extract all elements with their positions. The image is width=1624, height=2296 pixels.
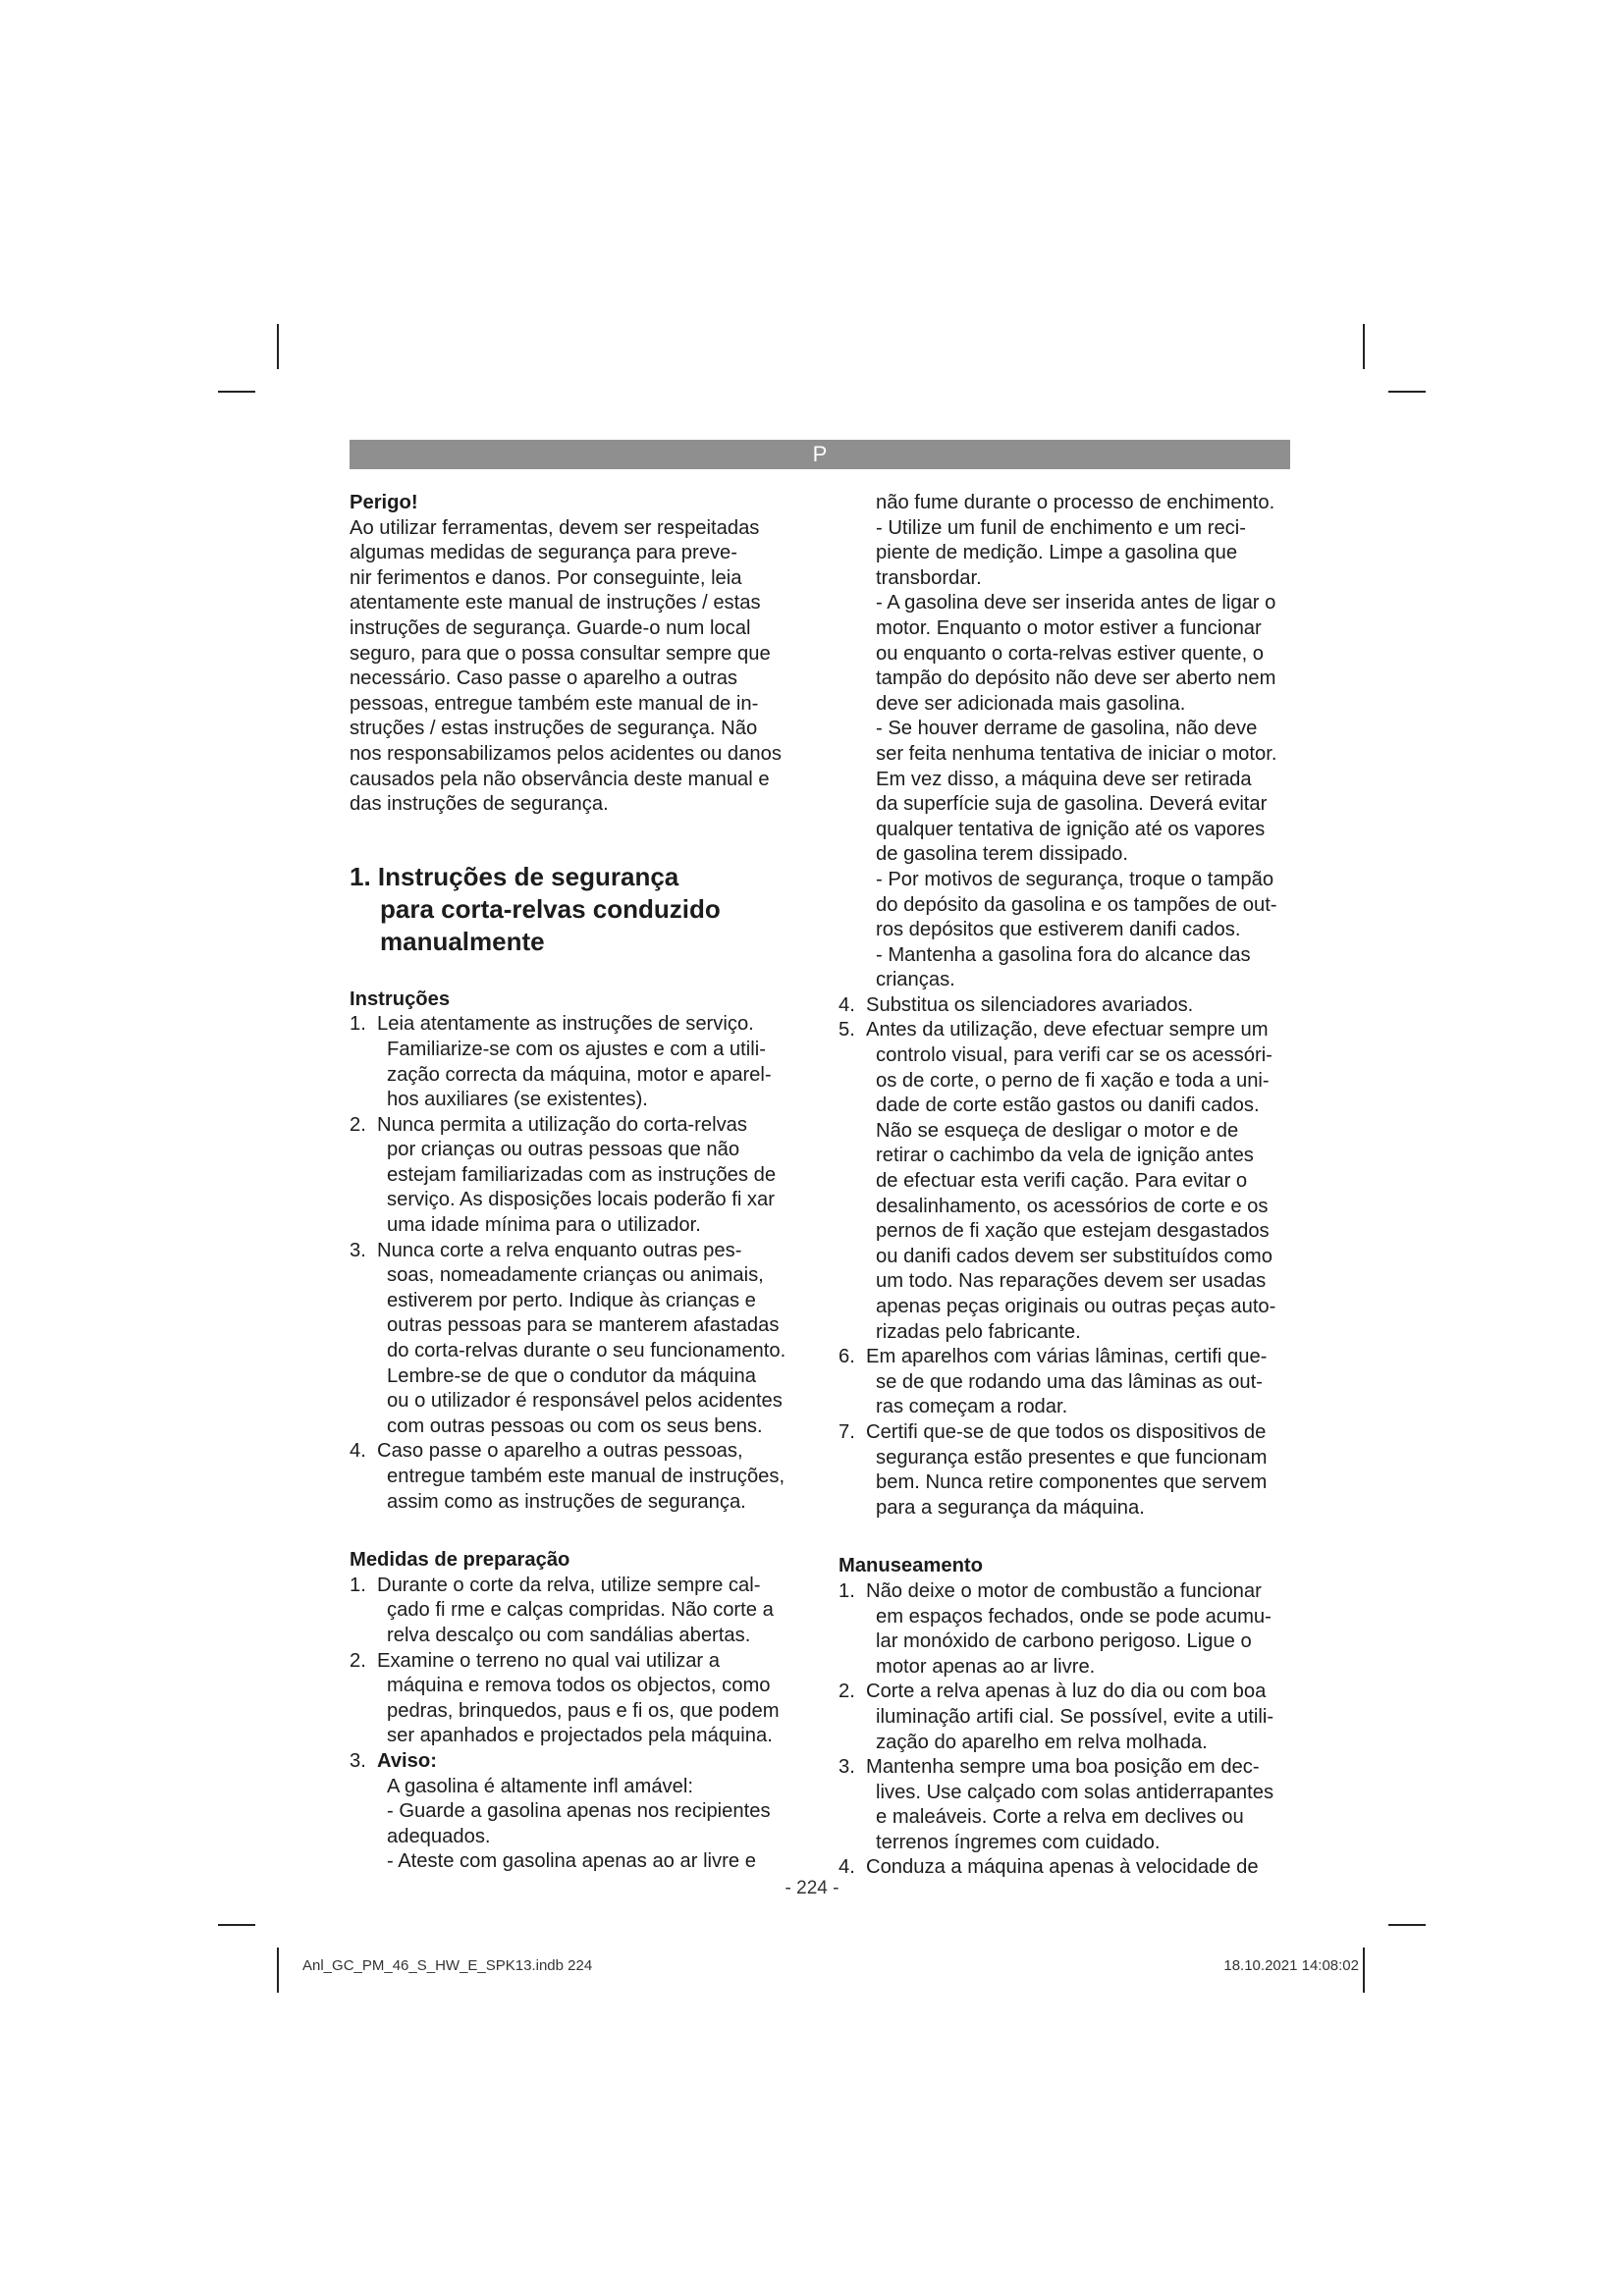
list-item: 3. Nunca corte a relva enquanto outras pes- soas, nomeadamente crianças ou animais, estiverem por perto. Indique às crianças e outras pessoas para se manterem afastadas do corta-relvas durante o seu funcionamento. Lembre-se de que o condutor da máquina ou o utilizador é responsável pelos acidentes com outras pessoas ou com os seus bens. — [350, 1239, 786, 1437]
list-item: 2. Examine o terreno no qual vai utilizar a máquina e remova todos os objectos, como pedras, brinquedos, paus e fi os, que podem ser apanhados e projectados pela máquina. — [350, 1649, 780, 1747]
crop-mark — [218, 1924, 255, 1926]
danger-title: Perigo! — [350, 492, 418, 513]
list-item: 4. Caso passe o aparelho a outras pessoas, entregue também este manual de instruções, assim como as instruções de segurança. — [350, 1440, 785, 1513]
handling-list — [839, 1579, 1292, 1881]
list-item: 7. Certifi que-se de que todos os dispositivos de segurança estão presentes e que funcionam bem. Nunca retire componentes que servem para a segurança da máquina. — [839, 1420, 1268, 1519]
language-header-bar — [350, 440, 1290, 469]
crop-mark — [218, 391, 255, 393]
danger-paragraph: Ao utilizar ferramentas, devem ser respeitadas algumas medidas de segurança para preve- nir ferimentos e danos. Por conseguinte, leia atentamente este manual de instruções / estas instruções de segurança. Guarde-o num local seguro, para que o possa consultar sempre que necessário. Caso passe o aparelho a outras pessoas, entregue também este manual de in- struções / estas instruções de segurança. Não nos responsabilizamos pelos acidentes ou danos causados pela não observância deste manual e das instruções de segurança. — [350, 516, 782, 816]
crop-mark — [1363, 1948, 1365, 1993]
list-item: 2. Nunca permita a utilização do corta-relvas por crianças ou outras pessoas que não estejam familiarizadas com as instruções de serviço. As disposições locais poderão fi xar uma idade mínima para o utilizador. — [350, 1113, 777, 1237]
language-label: P — [812, 442, 828, 466]
crop-mark — [277, 324, 279, 369]
list-item: 6. Em aparelhos com várias lâminas, certifi que- se de que rodando uma das lâminas as out- ras começam a rodar. — [839, 1346, 1268, 1418]
instructions-title: Instruções — [350, 988, 451, 1010]
list-item: 3. Mantenha sempre uma boa posição em dec- lives. Use calçado com solas antiderrapantes e maleáveis. Corte a relva em declives ou terrenos íngremes com cuidado. — [839, 1756, 1274, 1853]
instructions-list — [350, 1012, 803, 1515]
left-column — [350, 491, 803, 1875]
footer-timestamp: 18.10.2021 14:08:02 — [1223, 1957, 1359, 1974]
list-item: 2. Corte a relva apenas à luz do dia ou com boa iluminação artifi cial. Se possível, evite a utili- zação do aparelho em relva molhada. — [839, 1681, 1274, 1753]
crop-mark — [1388, 1924, 1426, 1926]
list-item: 5. Antes da utilização, deve efectuar sempre um controlo visual, para verifi car se os acessóri- os de corte, o perno de fi xação e toda a uni- dade de corte estão gastos ou danifi cados. Não se esqueça de desligar o motor e de retirar o cachimbo da vela de ignição antes de efectuar esta verifi cação. Para evitar o desalinhamento, os acessórios de corte e os pernos de fi xação que estejam desgastados ou danifi cados devem ser substituídos como um todo. Nas reparações devem ser usadas apenas peças originais ou outras peças auto- rizadas pelo fabricante. — [839, 1019, 1276, 1343]
preparation-list-continued — [839, 993, 1292, 1521]
crop-mark — [1388, 391, 1426, 393]
warning-continued: não fume durante o processo de enchimento. - Utilize um funil de enchimento e um reci- piente de medição. Limpe a gasolina que transbordar. - A gasolina deve ser inserida antes de ligar o motor. Enquanto o motor estiver a funcionar ou enquanto o corta-relvas estiver quente, o tampão do depósito não deve ser aberto nem deve ser adicionada mais gasolina. - Se houver derrame de gasolina, não deve ser feita nenhuma tentativa de iniciar o motor. Em vez disso, a máquina deve ser retirada da superfície suja de gasolina. Deverá evitar qualquer tentativa de ignição até os vapores de gasolina terem dissipado. - Por motivos de segurança, troque o tampão do depósito da gasolina e os tampões de out- ros depósitos que estiverem danifi cados. - Mantenha a gasolina fora do alcance das crianças. — [876, 492, 1277, 991]
preparation-list — [350, 1574, 803, 1875]
list-item: 4. Conduza a máquina apenas à velocidade de — [839, 1856, 1259, 1879]
list-item: 1. Leia atentamente as instruções de serviço. Familiarize-se com os ajustes e com a utili- zação correcta da máquina, motor e aparel- hos auxiliares (se existentes). — [350, 1013, 772, 1111]
preparation-title: Medidas de preparação — [350, 1549, 570, 1572]
handling-title: Manuseamento — [839, 1555, 983, 1577]
crop-mark — [277, 1948, 279, 1993]
page-number: - 224 - — [785, 1878, 839, 1898]
list-item: 4. Substitua os silenciadores avariados. — [839, 993, 1194, 1016]
warning-label: Aviso: — [377, 1749, 437, 1772]
footer-file-info: Anl_GC_PM_46_S_HW_E_SPK13.indb 224 — [302, 1957, 593, 1974]
right-column — [839, 491, 1292, 1881]
list-item: 3. Aviso: A gasolina é altamente infl amável: - Guarde a gasolina apenas nos recipientes adequados. - Ateste com gasolina apenas ao ar livre e — [350, 1749, 803, 1875]
section-title: 1. Instruções de segurança para corta-relvas conduzido manualmente — [350, 861, 721, 956]
list-item: 1. Durante o corte da relva, utilize sempre cal- çado fi rme e calças compridas. Não corte a relva descalço ou com sandálias abertas. — [350, 1574, 774, 1646]
list-item: 1. Não deixe o motor de combustão a funcionar em espaços fechados, onde se pode acumu- lar monóxido de carbono perigoso. Ligue o motor apenas ao ar livre. — [839, 1579, 1272, 1678]
crop-mark — [1363, 324, 1365, 369]
